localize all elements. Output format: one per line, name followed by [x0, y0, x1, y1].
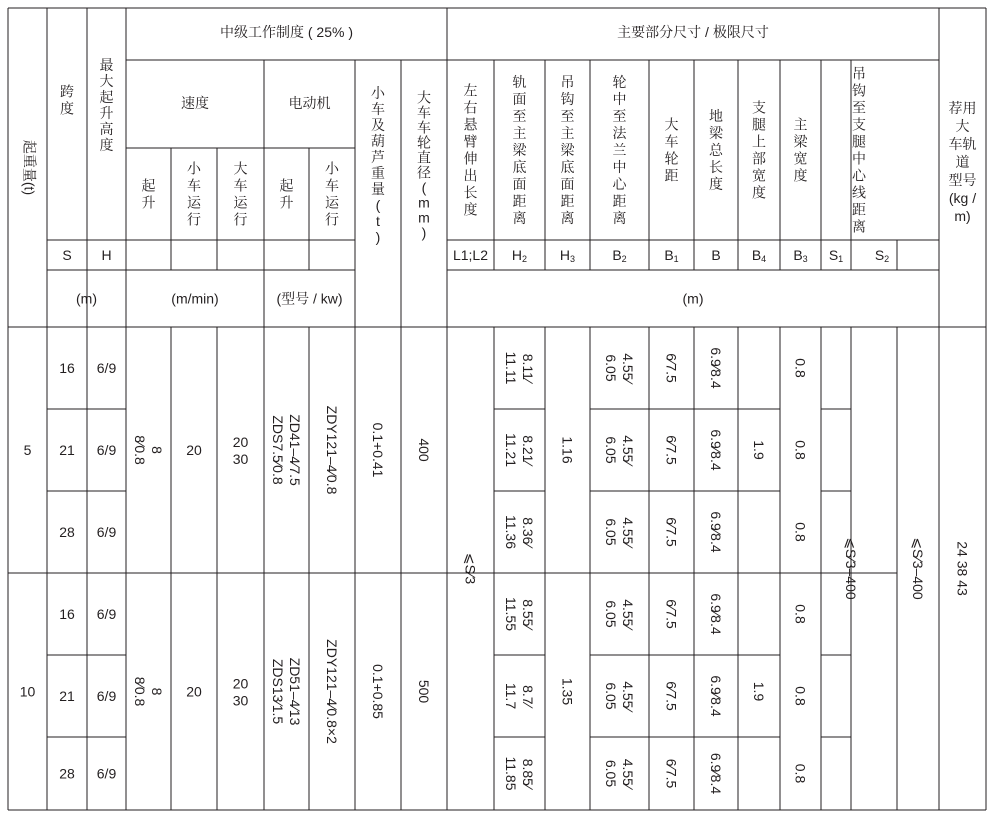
svg-text:中: 中: [612, 159, 627, 175]
svg-text:主: 主: [793, 116, 808, 133]
svg-text:6∕7.5: 6∕7.5: [663, 599, 680, 629]
svg-text:地: 地: [709, 108, 723, 124]
svg-text:⩽S∕3–400: ⩽S∕3–400: [843, 537, 859, 600]
svg-text:⩽S∕3: ⩽S∕3: [462, 552, 479, 585]
svg-text:至: 至: [512, 108, 527, 124]
svg-text:(: (: [375, 197, 381, 213]
svg-text:臂: 臂: [463, 133, 478, 150]
svg-text:起: 起: [99, 89, 114, 105]
svg-text:运: 运: [325, 194, 339, 211]
cell-height: 6/9: [96, 524, 117, 540]
cell-h3: [560, 678, 576, 705]
symbol-B4: $B_4$: [751, 247, 767, 264]
svg-text:跨: 跨: [60, 83, 74, 100]
svg-text:6.05: 6.05: [603, 759, 619, 788]
svg-text:4.55∕: 4.55∕: [620, 681, 636, 711]
svg-text:m: m: [418, 209, 430, 226]
svg-text:400: 400: [416, 438, 432, 462]
cell-rail: [955, 541, 971, 596]
svg-text:兰: 兰: [612, 142, 627, 158]
cell-b1: [664, 353, 680, 383]
svg-text:6∕7.5: 6∕7.5: [663, 681, 680, 711]
svg-text:ZDY121–4∕0.8×2: ZDY121–4∕0.8×2: [324, 639, 340, 744]
svg-text:6.05: 6.05: [603, 600, 619, 628]
svg-text:离: 离: [560, 210, 575, 226]
cell-b: [708, 675, 724, 716]
svg-text:梁: 梁: [512, 142, 527, 158]
cell-b2: [603, 353, 636, 385]
header-rail-line: 大: [955, 118, 970, 134]
cell-span: 16: [59, 606, 75, 622]
svg-text:部: 部: [752, 150, 766, 167]
svg-text:8.21∕: 8.21∕: [520, 435, 536, 465]
cell-b2: [603, 517, 636, 549]
svg-text:底: 底: [512, 159, 527, 175]
svg-text:宽: 宽: [793, 150, 808, 167]
header-b1: [665, 117, 679, 184]
cell-b4: [751, 682, 767, 702]
cell-trolley-weight: [370, 423, 386, 478]
cell-b1: [664, 681, 680, 711]
cell-crane-speed: 20: [232, 434, 249, 450]
svg-text:0.8: 0.8: [792, 686, 809, 706]
cell-b3: [793, 764, 809, 784]
svg-text:轮: 轮: [612, 74, 627, 90]
svg-text:0.1+0.41: 0.1+0.41: [370, 422, 386, 478]
svg-text:8: 8: [149, 446, 165, 454]
svg-text:高: 高: [99, 121, 114, 137]
svg-text:m: m: [418, 194, 430, 211]
svg-text:): ): [375, 229, 381, 245]
svg-text:6.9∕8.4: 6.9∕8.4: [708, 347, 724, 389]
header-rail-line: 车轨: [948, 136, 977, 152]
svg-text:6.9∕8.4: 6.9∕8.4: [708, 593, 724, 635]
svg-text:1.16: 1.16: [559, 436, 576, 464]
unit-m-dims: (m): [682, 290, 704, 307]
svg-text:ZD41–4∕7.5: ZD41–4∕7.5: [287, 414, 303, 486]
svg-text:离: 离: [612, 210, 627, 226]
svg-text:4.55∕: 4.55∕: [620, 353, 636, 383]
svg-text:度: 度: [99, 137, 114, 153]
svg-text:主: 主: [560, 125, 575, 141]
svg-text:离: 离: [512, 210, 527, 226]
svg-text:长: 长: [709, 159, 723, 175]
svg-text:腿: 腿: [852, 133, 866, 150]
svg-text:至: 至: [852, 99, 866, 116]
svg-text:1.35: 1.35: [559, 677, 576, 706]
header-speed: 速度: [181, 95, 209, 111]
svg-text:度: 度: [793, 167, 808, 184]
svg-text:4.55∕: 4.55∕: [620, 435, 636, 465]
cell-b: [708, 753, 724, 794]
cell-motor-trolley: [324, 639, 340, 744]
svg-text:梁: 梁: [709, 125, 723, 141]
svg-text:钩: 钩: [852, 82, 866, 99]
svg-text:6∕7.5: 6∕7.5: [663, 758, 680, 789]
header-trolley-weight: [371, 85, 386, 245]
svg-text:8.55∕: 8.55∕: [520, 599, 536, 629]
cell-h2: [503, 597, 536, 631]
cell-b3: [793, 686, 809, 706]
svg-text:心: 心: [612, 176, 627, 192]
svg-text:中: 中: [612, 91, 627, 107]
cell-s2: [910, 537, 926, 600]
cell-lift-speed: [132, 435, 165, 465]
svg-text:车: 车: [233, 177, 248, 194]
svg-text:量: 量: [371, 181, 385, 197]
svg-text:线: 线: [852, 184, 866, 201]
svg-text:): ): [421, 224, 427, 241]
svg-text:0.8: 0.8: [792, 358, 809, 378]
svg-text:车: 车: [417, 104, 431, 121]
cell-height: 6/9: [96, 442, 117, 458]
svg-text:1.9: 1.9: [751, 681, 767, 702]
svg-text:最: 最: [99, 57, 114, 73]
svg-text:车: 车: [187, 177, 201, 194]
svg-text:大: 大: [417, 89, 431, 106]
svg-text:500: 500: [416, 679, 432, 704]
cell-b: [708, 511, 724, 552]
cell-b1: [664, 517, 680, 547]
header-cantilever: [464, 83, 479, 218]
svg-text:中: 中: [852, 150, 866, 167]
header-max-lift: [100, 57, 114, 153]
svg-text:8∕0.8: 8∕0.8: [132, 435, 148, 465]
svg-text:6.05: 6.05: [603, 682, 619, 710]
cell-height: 6/9: [96, 360, 117, 376]
header-b2: [613, 74, 628, 226]
svg-text:小: 小: [187, 160, 201, 177]
svg-text:6.05: 6.05: [603, 354, 619, 382]
unit-motor: (型号 / kw): [276, 290, 343, 307]
header-h2: [513, 74, 528, 226]
svg-text:6.9∕8.4: 6.9∕8.4: [708, 675, 724, 717]
svg-text:8.11∕: 8.11∕: [520, 353, 536, 383]
cell-h2: [503, 352, 536, 385]
symbol-S: S: [62, 247, 72, 263]
cell-h2: [503, 433, 536, 467]
svg-text:行: 行: [325, 211, 339, 228]
svg-text:面: 面: [560, 176, 575, 192]
cell-b3: [793, 358, 809, 378]
cell-load: 10: [19, 683, 36, 700]
svg-text:6∕7.5: 6∕7.5: [663, 353, 680, 383]
header-rail-line: (kg /: [948, 190, 977, 206]
svg-text:ZD51–4∕13: ZD51–4∕13: [287, 657, 303, 726]
svg-text:芦: 芦: [371, 149, 385, 165]
cell-span: 21: [59, 442, 75, 458]
svg-text:车: 车: [664, 133, 679, 150]
svg-text:梁: 梁: [560, 142, 575, 158]
svg-text:轮: 轮: [417, 134, 431, 151]
svg-text:11.55: 11.55: [503, 597, 519, 631]
header-s: [852, 66, 867, 235]
header-motor: 电动机: [288, 95, 331, 111]
svg-text:ZDS13∕1.5: ZDS13∕1.5: [270, 658, 286, 725]
cell-lift-speed: [132, 677, 165, 707]
cell-height: 6/9: [96, 606, 117, 622]
svg-text:起: 起: [279, 177, 294, 194]
svg-text:6.05: 6.05: [603, 436, 619, 464]
svg-text:距: 距: [612, 193, 627, 209]
cell-crane-speed: 30: [232, 692, 249, 709]
cell-b3: [793, 522, 809, 542]
svg-text:运: 运: [233, 194, 248, 211]
svg-text:宽: 宽: [752, 167, 766, 184]
svg-text:ZDY121–4∕0.8: ZDY121–4∕0.8: [324, 405, 340, 495]
svg-text:主: 主: [512, 125, 527, 141]
svg-text:0.8: 0.8: [792, 604, 809, 624]
svg-text:车: 车: [417, 119, 431, 136]
svg-text:⩽S∕3–400: ⩽S∕3–400: [910, 537, 926, 600]
cell-h2: [503, 757, 536, 791]
header-speed-crane: [234, 161, 249, 228]
symbol-B: B: [711, 247, 721, 263]
svg-text:总: 总: [709, 142, 723, 158]
svg-text:升: 升: [99, 105, 114, 121]
cell-h2: [503, 683, 536, 710]
cell-motor-lift: [270, 658, 303, 726]
svg-text:法: 法: [612, 125, 627, 141]
svg-text:24 38 43: 24 38 43: [954, 541, 971, 596]
svg-text:大: 大: [664, 116, 679, 133]
svg-text:8.36∕: 8.36∕: [520, 517, 536, 547]
symbol-S2: $S_2$: [874, 247, 890, 264]
cell-span: 16: [59, 360, 75, 376]
cell-b1: [664, 435, 680, 465]
header-rail-line: m): [954, 208, 971, 224]
svg-text:上: 上: [752, 133, 766, 150]
svg-text:葫: 葫: [371, 133, 385, 149]
svg-text:距: 距: [512, 193, 527, 209]
svg-text:悬: 悬: [463, 116, 478, 133]
svg-text:0.8: 0.8: [792, 440, 809, 460]
header-motor-lift: [280, 178, 294, 211]
svg-text:运: 运: [187, 194, 201, 211]
svg-text:6∕7.5: 6∕7.5: [663, 517, 680, 547]
svg-text:11.7: 11.7: [503, 682, 519, 710]
header-rail-line: 道: [955, 154, 970, 170]
svg-text:重: 重: [371, 165, 385, 181]
svg-text:轮: 轮: [664, 150, 679, 167]
svg-text:腿: 腿: [752, 116, 766, 133]
svg-text:8∕0.8: 8∕0.8: [132, 676, 148, 707]
cell-span: 28: [59, 765, 75, 782]
svg-text:小: 小: [371, 85, 385, 101]
svg-text:4.55∕: 4.55∕: [620, 599, 636, 629]
svg-text:吊: 吊: [560, 74, 575, 90]
header-b: [709, 108, 724, 192]
svg-text:梁: 梁: [793, 133, 808, 150]
svg-text:0.8: 0.8: [792, 763, 809, 784]
cell-load: 5: [23, 442, 32, 458]
header-span: [60, 84, 74, 117]
header-dims-group: 主要部分尺寸 / 极限尺寸: [617, 24, 769, 40]
svg-text:右: 右: [463, 99, 478, 116]
svg-text:距: 距: [852, 201, 866, 218]
svg-text:度: 度: [752, 184, 766, 201]
svg-text:出: 出: [463, 167, 478, 184]
cell-h3: [560, 436, 576, 463]
svg-text:度: 度: [60, 100, 74, 117]
cell-height: 6/9: [96, 765, 117, 782]
svg-text:升: 升: [141, 194, 156, 211]
svg-text:11.36: 11.36: [503, 515, 519, 549]
svg-text:车: 车: [371, 101, 385, 117]
symbol-H2: $H_2$: [511, 247, 528, 264]
symbol-B1: $B_1$: [664, 247, 679, 264]
header-h3: [561, 74, 576, 226]
svg-text:支: 支: [852, 116, 866, 133]
svg-text:小: 小: [325, 160, 339, 177]
svg-text:吊: 吊: [852, 65, 866, 82]
header-b3: [794, 117, 809, 184]
svg-text:大: 大: [233, 160, 248, 177]
svg-text:至: 至: [612, 108, 627, 124]
svg-text:距: 距: [560, 193, 575, 209]
header-rail-line: 荐用: [948, 100, 977, 116]
header-speed-trolley: [187, 161, 202, 228]
svg-text:直: 直: [417, 149, 431, 166]
svg-text:行: 行: [233, 211, 248, 228]
cell-b3: [793, 440, 809, 460]
svg-text:至: 至: [560, 108, 575, 124]
header-load: 起重量(t): [21, 139, 38, 196]
symbol-B2: $B_2$: [612, 247, 627, 264]
svg-text:4.55∕: 4.55∕: [620, 758, 636, 789]
svg-text:t: t: [376, 213, 380, 229]
svg-text:长: 长: [463, 184, 478, 201]
svg-text:径: 径: [417, 164, 431, 181]
cell-b2: [603, 681, 636, 713]
svg-text:左: 左: [463, 82, 478, 99]
svg-text:面: 面: [512, 176, 527, 192]
svg-text:8.7∕: 8.7∕: [520, 685, 536, 707]
cell-cantilever: [463, 553, 479, 584]
cell-b4: [751, 440, 767, 460]
svg-text:6∕7.5: 6∕7.5: [663, 435, 680, 465]
cell-b2: [603, 435, 636, 467]
cell-wheel-dia: [416, 438, 432, 462]
symbol-H: H: [101, 247, 112, 263]
header-duty-group: 中级工作制度 ( 25% ): [219, 24, 354, 40]
cell-b: [708, 347, 724, 388]
cell-s1: [843, 537, 859, 600]
symbol-H3: $H_3$: [559, 247, 576, 264]
svg-text:度: 度: [709, 176, 723, 192]
svg-text:伸: 伸: [463, 150, 478, 167]
unit-speed: (m/min): [171, 290, 219, 307]
cell-motor-lift: [270, 414, 303, 486]
svg-text:离: 离: [852, 218, 866, 235]
svg-text:6.05: 6.05: [603, 518, 619, 546]
svg-text:(: (: [421, 179, 427, 196]
symbol-L1L2: L1;L2: [452, 247, 489, 263]
svg-text:8.85∕: 8.85∕: [520, 758, 536, 789]
svg-text:心: 心: [852, 167, 866, 184]
svg-text:面: 面: [512, 91, 527, 107]
svg-text:ZDS7.5∕0.8: ZDS7.5∕0.8: [270, 415, 286, 485]
svg-text:钩: 钩: [560, 91, 575, 107]
svg-text:0.8: 0.8: [792, 522, 809, 542]
header-wheel-dia: [417, 90, 431, 241]
unit-m-span: (m): [76, 290, 97, 307]
cell-span: 21: [59, 688, 75, 704]
svg-text:起: 起: [141, 177, 156, 194]
svg-text:6.9∕8.4: 6.9∕8.4: [708, 429, 724, 471]
svg-text:6.9∕8.4: 6.9∕8.4: [708, 511, 724, 553]
cell-b3: [793, 604, 809, 624]
svg-text:及: 及: [371, 117, 385, 133]
svg-text:升: 升: [279, 194, 294, 211]
svg-text:1.9: 1.9: [751, 440, 767, 460]
cell-motor-trolley: [324, 406, 340, 495]
cell-height: 6/9: [96, 688, 117, 704]
svg-text:0.1+0.85: 0.1+0.85: [370, 664, 386, 719]
svg-text:4.55∕: 4.55∕: [620, 517, 636, 547]
svg-text:底: 底: [560, 159, 575, 175]
cell-b: [708, 429, 724, 470]
svg-text:距: 距: [664, 167, 679, 184]
svg-text:车: 车: [325, 177, 339, 194]
cell-b2: [603, 599, 636, 631]
cell-trolley-weight: [370, 664, 386, 719]
cell-span: 28: [59, 524, 75, 540]
svg-text:6.9∕8.4: 6.9∕8.4: [708, 752, 724, 795]
symbol-S1: $S_1$: [828, 247, 844, 264]
cell-b2: [603, 759, 636, 791]
symbol-B3: $B_3$: [793, 247, 808, 264]
svg-text:轨: 轨: [512, 74, 527, 90]
cell-b1: [664, 599, 680, 629]
cell-crane-speed: 20: [232, 675, 249, 692]
header-b4: [752, 100, 766, 201]
cell-trolley-speed: 20: [186, 683, 202, 700]
header-speed-lift: [142, 178, 156, 211]
cell-trolley-speed: 20: [186, 442, 202, 458]
header-motor-trolley: [325, 161, 340, 228]
svg-text:11.11: 11.11: [503, 351, 519, 385]
svg-text:8: 8: [149, 687, 165, 696]
svg-text:11.21: 11.21: [503, 433, 519, 467]
cell-b: [708, 593, 724, 634]
cell-crane-speed: 30: [232, 451, 249, 467]
svg-text:度: 度: [463, 201, 478, 218]
svg-text:大: 大: [99, 73, 114, 89]
cell-h2: [503, 515, 536, 549]
header-rail-line: 型号: [948, 172, 977, 188]
svg-text:行: 行: [187, 211, 201, 228]
svg-text:支: 支: [752, 99, 766, 116]
svg-text:11.85: 11.85: [503, 756, 519, 791]
cell-wheel-dia: [416, 680, 432, 704]
cell-b1: [664, 759, 680, 789]
